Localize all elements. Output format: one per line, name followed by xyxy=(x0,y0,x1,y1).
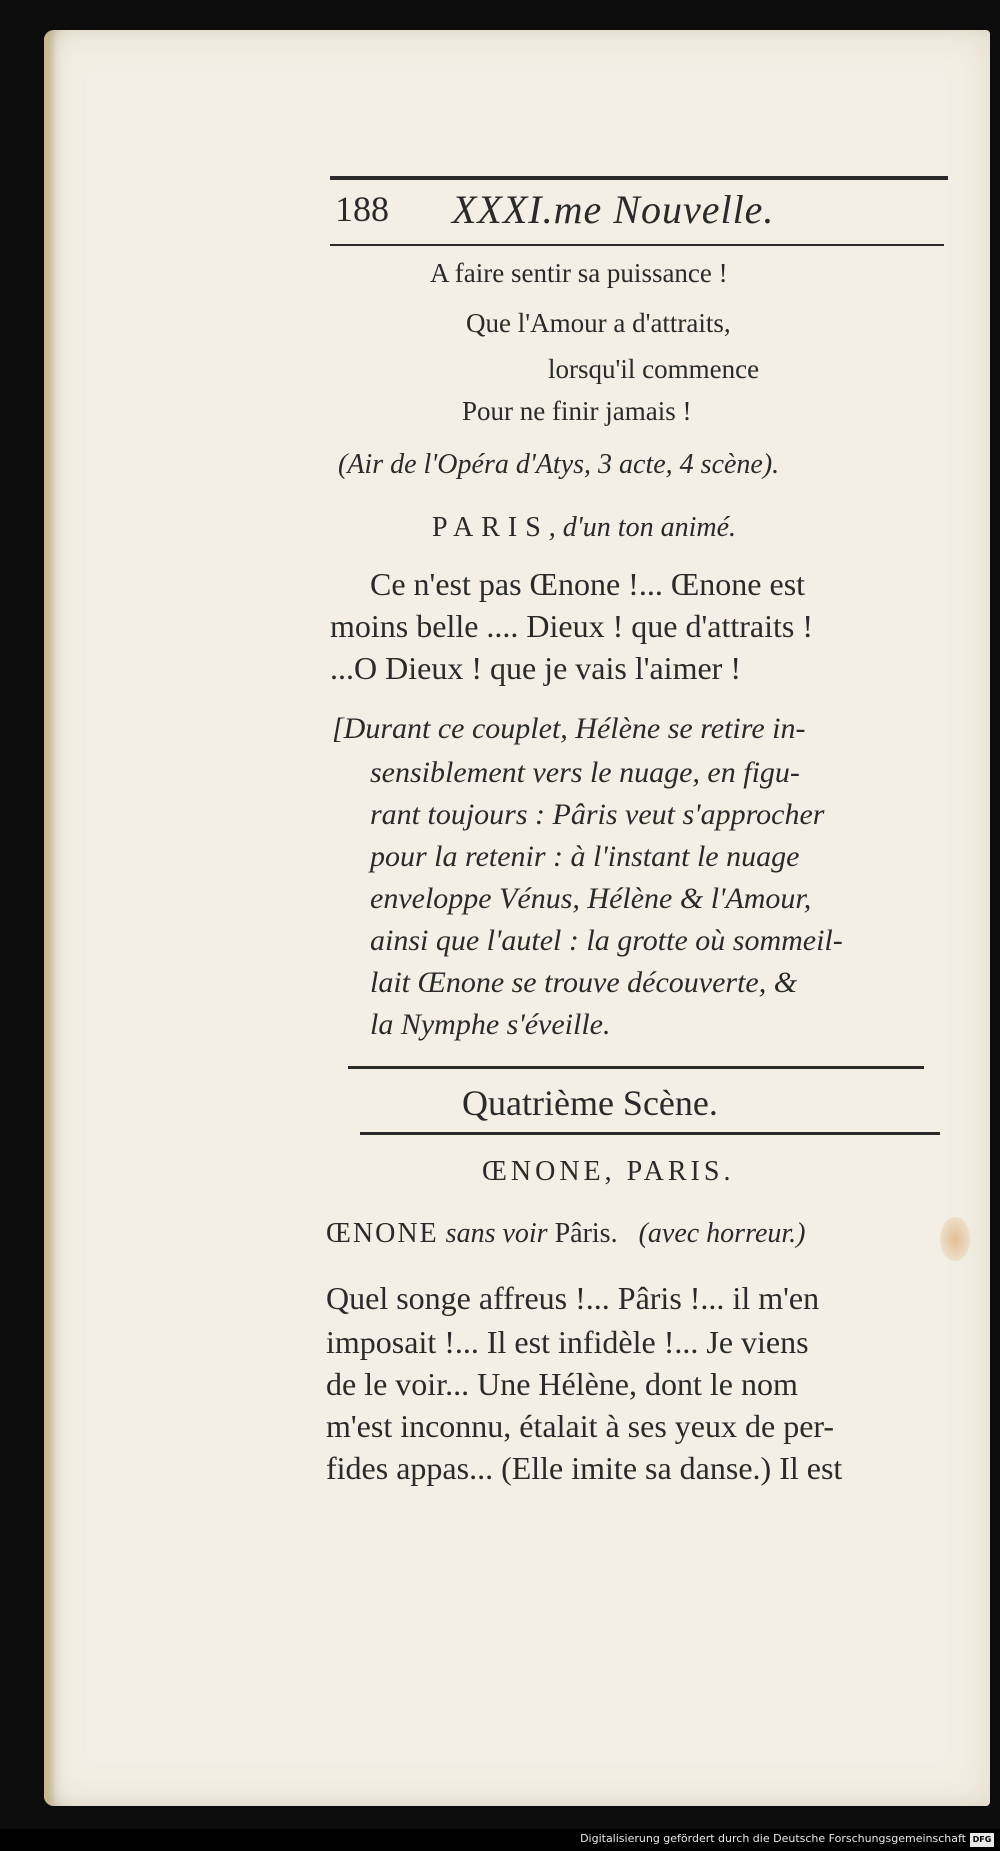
verse-line-2: Que l'Amour a d'attraits, xyxy=(466,308,731,338)
footer-credit: Digitalisierung gefördert durch die Deutsche Forschungsgemeinschaft xyxy=(580,1832,966,1845)
page-number: 188 xyxy=(335,189,389,229)
page-spine-shadow xyxy=(44,30,56,1806)
paris-line-1: Ce n'est pas Œnone !... Œnone est xyxy=(370,566,806,602)
stage-direction-4: pour la retenir : à l'instant le nuage xyxy=(370,840,800,873)
stage-direction-2: sensiblement vers le nuage, en figu- xyxy=(370,756,800,789)
digitization-footer xyxy=(0,1829,1000,1851)
oenone-line-1: Quel songe affreus !... Pâris !... il m'en xyxy=(326,1280,820,1316)
oenone-line-2: imposait !... Il est infidèle !... Je viens xyxy=(326,1324,809,1360)
air-note: (Air de l'Opéra d'Atys, 3 acte, 4 scène). xyxy=(338,449,780,480)
speaker-paris xyxy=(432,512,736,544)
stage-direction-1: [Durant ce couplet, Hélène se retire in- xyxy=(332,712,806,745)
speaker-paris-direction: , d'un ton animé. xyxy=(548,512,736,543)
stage-direction-3: rant toujours : Pâris veut s'approcher xyxy=(370,798,825,831)
verse-line-1: A faire sentir sa puissance ! xyxy=(430,258,728,288)
header-top-rule xyxy=(330,176,948,180)
scene-title: Quatrième Scène. xyxy=(462,1083,718,1123)
stage-direction-8: la Nymphe s'éveille. xyxy=(370,1008,611,1041)
oenone-line-5: fides appas... (Elle imite sa danse.) Il est xyxy=(326,1450,843,1486)
paris-line-3: ...O Dieux ! que je vais l'aimer ! xyxy=(330,650,741,686)
verse-line-3: lorsqu'il commence xyxy=(548,354,760,384)
oenone-heading-target: Pâris. xyxy=(554,1218,618,1249)
stage-direction-5: enveloppe Vénus, Hélène & l'Amour, xyxy=(370,882,812,915)
oenone-heading-name: ŒNONE xyxy=(326,1218,439,1249)
dfg-logo-icon: DFG xyxy=(970,1833,994,1847)
oenone-heading xyxy=(326,1218,805,1250)
speaker-paris-name: PARIS xyxy=(432,512,549,543)
header-bottom-rule xyxy=(330,244,944,246)
oenone-line-4: m'est inconnu, étalait à ses yeux de per- xyxy=(326,1408,835,1444)
scene-bottom-rule xyxy=(360,1132,940,1135)
stage-direction-6: ainsi que l'autel : la grotte où sommeil- xyxy=(370,924,843,957)
verse-line-4: Pour ne finir jamais ! xyxy=(462,396,692,426)
book-page xyxy=(44,30,990,1806)
running-title: XXXI.me Nouvelle. xyxy=(452,187,775,232)
paper-stain xyxy=(940,1217,970,1261)
oenone-heading-aside: (avec horreur.) xyxy=(638,1218,806,1249)
scene-characters: ŒNONE, PARIS. xyxy=(482,1156,735,1187)
scene-top-rule xyxy=(348,1066,924,1069)
paris-line-2: moins belle .... Dieux ! que d'attraits ! xyxy=(330,608,813,644)
oenone-heading-direction: sans voir xyxy=(445,1218,548,1249)
oenone-line-3: de le voir... Une Hélène, dont le nom xyxy=(326,1366,798,1402)
stage-direction-7: lait Œnone se trouve découverte, & xyxy=(370,966,798,999)
